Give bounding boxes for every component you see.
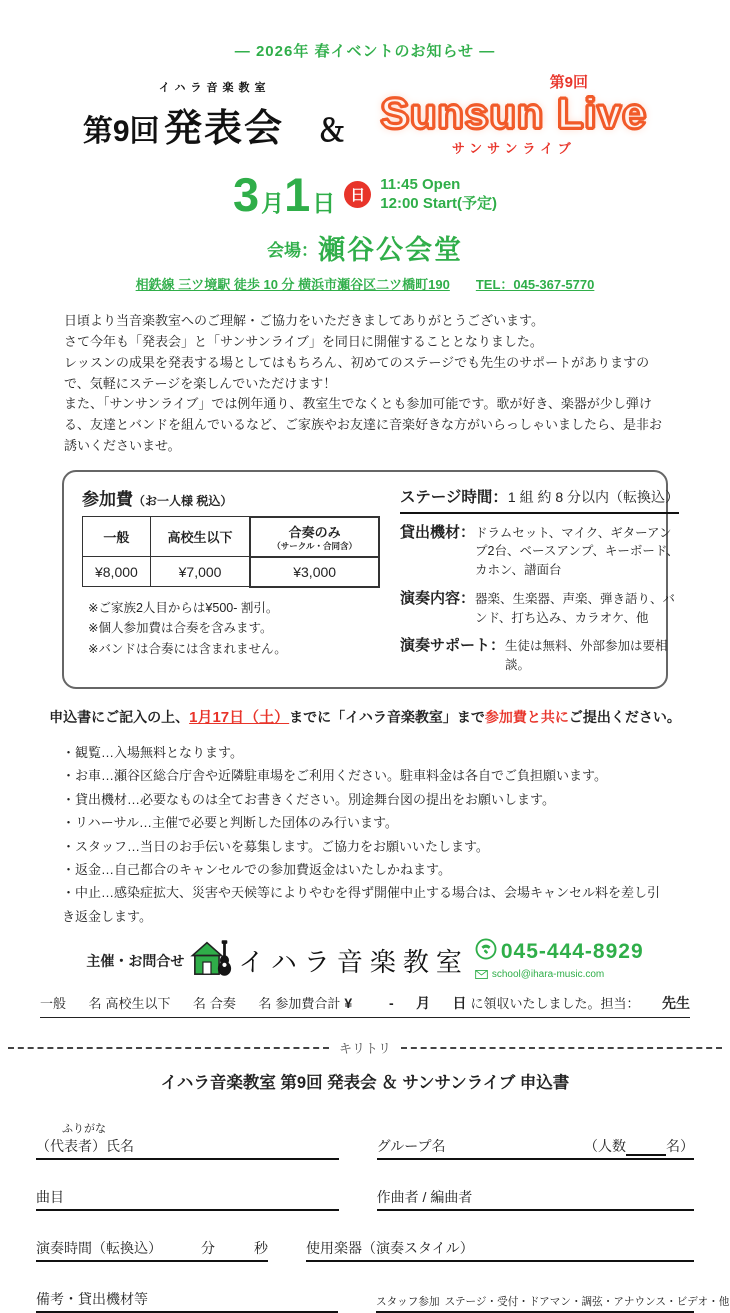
deadline-post: ご提出ください。: [568, 708, 681, 725]
receipt-yen-sign: ¥: [344, 995, 353, 1012]
fee-section: [82, 485, 380, 675]
fee-notes: [88, 598, 380, 660]
note-item: ・返金…自己都合のキャンセルでの参加費返金はいたしかねます。: [62, 861, 451, 877]
content-value: 器楽、生楽器、声楽、弾き語り、バンド、打ち込み、カラオケ、他: [475, 591, 676, 625]
intro-line: レッスンの成果を発表する場としてはもちろん、初めてのステージでも先生のサポートがありますので、気軽にステージを楽しんでいただけます！: [64, 354, 650, 391]
receipt-unit: 名: [88, 996, 102, 1012]
composer-field: [377, 1187, 694, 1211]
name-label: （代表者）氏名: [36, 1138, 134, 1155]
form-title: イハラ音楽教室 第9回 発表会 ＆ サンサンライブ 申込書: [160, 1074, 570, 1093]
staff-options: ステージ・受付・ドアマン・調弦・アナウンス・ビデオ・他: [444, 1296, 730, 1309]
receipt-ensemble-label: 合奏: [209, 996, 236, 1012]
venue-label: 会場：: [267, 241, 318, 261]
stage-info-section: [400, 485, 679, 675]
venue-name: 瀬谷公会堂: [318, 235, 463, 266]
support-row: [400, 635, 679, 675]
stage-time-label: ステージ時間：: [400, 488, 508, 506]
cut-label: キリトリ: [339, 1041, 392, 1057]
cut-dashes-right: [401, 1047, 722, 1049]
receipt-received-text: に領収いたしました。担当：: [470, 996, 640, 1012]
receipt-dash: -: [389, 995, 394, 1012]
note-item: ・お車…瀬谷区総合庁舎や近隣駐車場をご利用ください。駐車料金は各自でご負担願います。: [62, 768, 607, 784]
receipt-general-label: 一般: [40, 996, 67, 1012]
access-row: [0, 274, 730, 293]
sunsun-live-logo-block: [380, 69, 647, 157]
day-unit: 日: [312, 190, 336, 217]
seconds-label: 秒: [254, 1240, 268, 1257]
email-icon: [475, 966, 488, 984]
staff-label: スタッフ参加: [376, 1296, 440, 1309]
email-line: [475, 966, 644, 984]
equipment-value: ドラムセット、マイク、ギターアンプ2台、ベースアンプ、キーボード、カホン、譜面台: [475, 525, 679, 578]
form-row-notes-staff: [36, 1289, 730, 1313]
recital-title: [83, 97, 347, 152]
support-value: 生徒は無料、外部参加は要相談。: [505, 639, 668, 673]
deadline-date: 1月17日（土）: [189, 708, 290, 726]
date-row: [0, 167, 730, 222]
staff-participation-field: [376, 1294, 730, 1313]
performance-time-field: [36, 1238, 268, 1262]
remarks-field: [36, 1289, 338, 1313]
fee-note: ※ご家族2人目からは¥500- 割引。: [88, 600, 279, 615]
recital-number: 第9回: [82, 115, 160, 148]
event-times: [380, 176, 497, 214]
intro-line: 日頃より当音楽教室へのご理解・ご協力をいただきましてありがとうございます。: [64, 313, 544, 329]
fee-header-ensemble: 合奏のみ （サークル・合同含）: [250, 517, 379, 557]
form-row-time-instrument: [36, 1238, 694, 1262]
count-blank: [626, 1154, 666, 1156]
day-number: 1: [284, 168, 313, 222]
count-pre-label: （人数: [584, 1138, 626, 1155]
deadline-fee: 参加費と共に: [484, 708, 569, 725]
count-post-label: 名）: [666, 1138, 694, 1155]
email-address: school@ihara-music.com: [491, 968, 605, 980]
fee-value-general: ¥8,000: [83, 557, 151, 587]
form-row-name-group: [36, 1120, 694, 1160]
venue-row: [0, 228, 730, 267]
receipt-highschool-label: 高校生以下: [105, 996, 171, 1012]
group-name-field: [377, 1136, 694, 1160]
application-form: [36, 1069, 730, 1313]
fee-value-highschool: ¥7,000: [150, 557, 250, 587]
weekday-badge: 日: [344, 181, 371, 208]
stage-time-value: 1 組 約 8 分以内（転換込）: [507, 488, 680, 505]
group-label: グループ名: [376, 1138, 446, 1155]
remarks-label: 備考・貸出機材等: [36, 1291, 148, 1308]
info-box: [62, 470, 680, 689]
month-unit: 月: [261, 190, 285, 217]
receipt-teacher-label: 先生: [661, 995, 690, 1012]
note-item: ・スタッフ…当日のお手伝いを募集します。ご協力をお願いいたします。: [62, 838, 489, 854]
phone-icon: [475, 938, 497, 965]
deadline-line: [0, 706, 730, 727]
school-logo-house-guitar-icon: [190, 938, 232, 983]
fee-header-ensemble-sub: （サークル・合同含）: [272, 540, 358, 551]
receipt-unit: 名: [258, 996, 272, 1012]
member-count-field: [584, 1136, 694, 1156]
song-label: 曲目: [36, 1189, 64, 1206]
furigana-label: ふりがな: [62, 1123, 106, 1136]
cut-dashes-left: [8, 1047, 329, 1049]
deadline-mid: までに「イハラ音楽教室」まで: [289, 708, 485, 725]
phone-number: 045-444-8929: [500, 939, 644, 963]
minutes-label: 分: [201, 1240, 215, 1257]
note-item: ・リハーサル…主催で必要と判断した団体のみ行います。: [62, 815, 398, 831]
fee-note: ※個人参加費は合奏を含みます。: [88, 621, 273, 636]
cut-line: [8, 1038, 722, 1057]
receipt-total-label: 参加費合計: [275, 996, 341, 1012]
receipt-unit: 名: [192, 996, 206, 1012]
content-row: [400, 588, 679, 628]
equipment-label: 貸出機材：: [400, 523, 476, 541]
intro-line: また、「サンサンライブ」では例年通り、教室生でなくとも参加可能です。歌が好き、楽器が少し弾ける、友達とバンドを組んでいるなど、ご家族やお友達に音楽好きな方がいらっしゃいましたら、是非お誘いくださいませ。: [64, 396, 663, 453]
content-label: 演奏内容：: [400, 589, 476, 607]
intro-text: [64, 311, 666, 457]
composer-label: 作曲者 / 編曲者: [376, 1189, 473, 1206]
contact-details: [475, 938, 644, 983]
start-time: 12:00 Start(予定): [380, 194, 497, 212]
receipt-day-label: 日: [452, 995, 467, 1012]
venue-access: 相鉄線 三ツ境駅 徒歩 10 分 横浜市瀬谷区二ツ橋町190: [135, 277, 450, 293]
contact-school-name: イハラ音楽教室: [238, 947, 469, 978]
fee-table: [82, 516, 380, 588]
deadline-pre: 申込書にご記入の上、: [49, 708, 190, 725]
event-date: [233, 167, 335, 222]
contact-row: [0, 938, 730, 983]
stage-time-row: [400, 485, 679, 514]
ampersand: ＆: [316, 115, 347, 148]
fee-header-general: 一般: [83, 517, 151, 557]
fee-header-highschool: 高校生以下: [150, 517, 250, 557]
note-item: ・中止…感染症拡大、災害や天候等によりやむを得ず開催中止する場合は、会場キャンセル料を差し引き返金します。: [62, 885, 661, 924]
equipment-row: [400, 522, 679, 580]
intro-line: さて今年も「発表会」と「サンサンライブ」を同日に開催することとなりました。: [64, 333, 543, 349]
note-item: ・貸出機材…必要なものは全てお書きください。別途舞台図の提出をお願いします。: [62, 791, 555, 807]
representative-name-field: [36, 1120, 339, 1160]
song-title-field: [36, 1187, 339, 1211]
instrument-label: 使用楽器（演奏スタイル）: [306, 1240, 474, 1257]
sunsun-live-logo: Sunsun Live: [380, 90, 648, 138]
receipt-line: [40, 993, 690, 1018]
receipt-month-label: 月: [416, 995, 431, 1012]
fee-note: ※バンドは合奏には含まれません。: [88, 641, 287, 656]
sunsun-live-number: 第9回: [549, 74, 588, 91]
event-title-row: [0, 69, 730, 157]
form-row-song: [36, 1187, 694, 1211]
recital-title-block: [83, 69, 347, 152]
instrument-field: [306, 1238, 694, 1262]
fee-value-ensemble: ¥3,000: [250, 557, 379, 587]
recital-word: 発表会: [164, 108, 285, 150]
sunsun-live-kana: サンサンライブ: [451, 141, 576, 157]
fee-title: [82, 485, 380, 510]
note-item: ・観覧…入場無料となります。: [62, 744, 243, 760]
contact-label: 主催・お問合せ: [86, 952, 185, 969]
support-label: 演奏サポート：: [400, 637, 506, 655]
time-label: 演奏時間（転換込）: [36, 1240, 162, 1257]
announcement-title: — 2026年 春イベントのお知らせ —: [234, 43, 496, 60]
fee-title-note: （お一人様 税込）: [133, 493, 233, 508]
notes-list: [62, 741, 668, 928]
phone-line: [475, 938, 644, 965]
open-time: 11:45 Open: [380, 175, 461, 193]
month-number: 3: [233, 168, 262, 222]
school-name-small: イハラ音楽教室: [158, 82, 271, 94]
fee-title-main: 参加費: [82, 489, 133, 509]
venue-tel: TEL：045-367-5770: [475, 277, 595, 293]
